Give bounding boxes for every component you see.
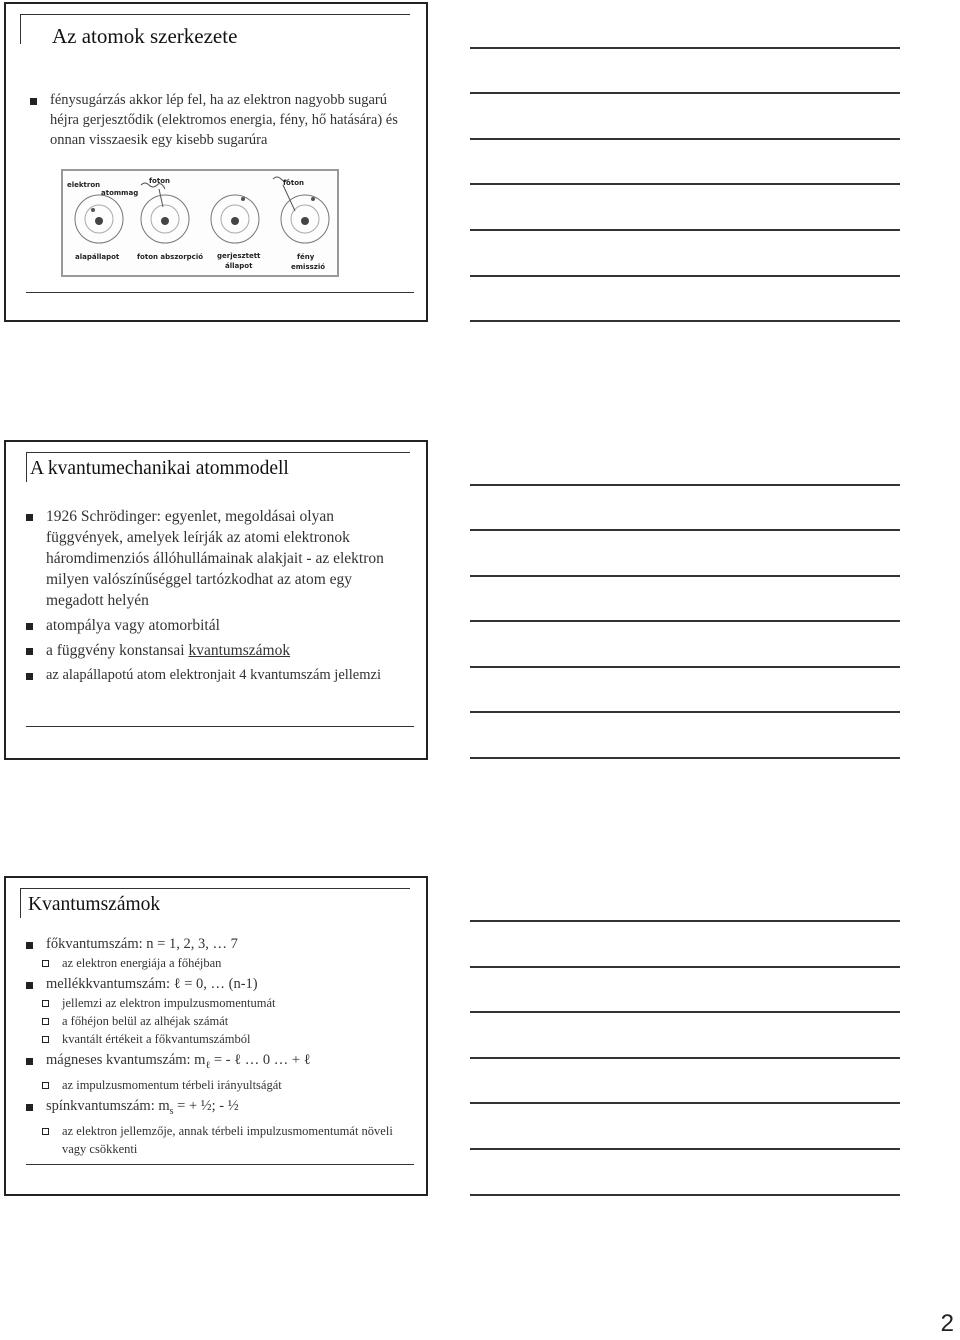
label-gerjesztett: gerjesztett: [217, 252, 261, 260]
note-line: [470, 138, 900, 140]
atom-photon-absorption: [141, 183, 189, 243]
note-line: [470, 92, 900, 94]
slide-2-footer-line: [26, 726, 414, 727]
magneses-prefix: mágneses kvantumszám: m: [46, 1052, 206, 1068]
label-foton-1: foton: [149, 177, 170, 185]
magneses-suffix: = - ℓ … 0 … + ℓ: [210, 1052, 311, 1068]
label-foton-abszorpcio: foton abszorpció: [137, 253, 204, 261]
slide-3-title: Kvantumszámok: [28, 894, 161, 915]
note-line: [470, 1011, 900, 1013]
slide-2-bullets: [24, 506, 412, 685]
bullet-magneses: [24, 1050, 412, 1076]
note-line: [470, 47, 900, 49]
label-feny: fény: [297, 253, 315, 261]
spin-suffix: = + ½; - ½: [173, 1097, 239, 1114]
bullet-fokvantumszam: főkvantumszám: n = 1, 2, 3, … 7: [24, 934, 412, 954]
slide-2-bullet-2: atompálya vagy atomorbitál: [24, 615, 412, 636]
label-allapot: állapot: [225, 262, 253, 270]
title-corner-top: [20, 888, 410, 889]
atom-excited-state: [211, 195, 259, 243]
sub-impulzusmomentum: jellemzi az elektron impulzusmomentumát: [24, 994, 412, 1012]
note-line: [470, 183, 900, 185]
label-emisszio: emisszió: [291, 263, 326, 271]
slide-1-bullet-1: fénysugárzás akkor lép fel, ha az elektron nagyobb sugarú héjra gerjesztődik (elektromos energia, fény, hő hatására) és onnan visszaesik egy kisebb sugarúra: [28, 90, 412, 150]
note-line: [470, 320, 900, 322]
note-line: [470, 1148, 900, 1150]
title-corner-left: [20, 888, 21, 918]
note-line: [470, 229, 900, 231]
bullet-mellekkvantumszam: mellékkvantumszám: ℓ = 0, … (n-1): [24, 974, 412, 994]
note-line: [470, 275, 900, 277]
note-line: [470, 529, 900, 531]
slide-1-bullets: [28, 90, 412, 150]
slide-1: [4, 2, 428, 322]
page-number: 2: [940, 1310, 954, 1337]
atom-diagram-svg: [63, 171, 337, 275]
note-line: [470, 575, 900, 577]
spin-prefix: spínkvantumszám: m: [46, 1097, 170, 1114]
kvantumszamok-link[interactable]: kvantumszámok: [188, 642, 291, 659]
note-line: [470, 757, 900, 759]
slide-3: [4, 876, 428, 1196]
sub-iranyultsag: az impulzusmomentum térbeli irányultságát: [24, 1076, 412, 1094]
note-line: [470, 666, 900, 668]
label-alapallapot: alapállapot: [75, 253, 120, 261]
title-corner-top: [26, 452, 410, 453]
note-line: [470, 620, 900, 622]
bullet-spinkvantumszam: [24, 1096, 412, 1122]
label-foton-2: foton: [283, 179, 304, 187]
slide-2-bullet-1: 1926 Schrödinger: egyenlet, megoldásai olyan függvények, amelyek leírják az atomi elektronok háromdimenziós állóhullámainak alakjait - az elektron milyen valószínűséggel tartózkodhat az atom egy megadott helyén: [24, 506, 412, 611]
slide-2-bullet-4: az alapállapotú atom elektronjait 4 kvantumszám jellemzi: [24, 665, 412, 685]
slide-1-title: Az atomok szerkezete: [52, 24, 238, 48]
note-line: [470, 966, 900, 968]
note-line: [470, 1102, 900, 1104]
note-line: [470, 1057, 900, 1059]
note-line: [470, 711, 900, 713]
slide-1-footer-line: [26, 292, 414, 293]
title-corner-left: [26, 452, 27, 482]
slide-3-footer-line: [26, 1164, 414, 1165]
sub-energia: az elektron energiája a főhéjban: [24, 954, 412, 972]
magneses-subscript: ℓ: [205, 1059, 211, 1071]
slide-2-bullet-3: [24, 640, 412, 661]
atom-ground-state: [75, 195, 123, 243]
slide-2-title: A kvantumechanikai atommodell: [30, 458, 289, 479]
note-line: [470, 1194, 900, 1196]
note-line: [470, 920, 900, 922]
sub-kvantalt: kvantált értékeit a főkvantumszámból: [24, 1030, 412, 1048]
sub-alhejak: a főhéjon belül az alhéjak számát: [24, 1012, 412, 1030]
slide-3-bullets: [24, 934, 412, 1158]
sub-spin-jellemzo: az elektron jellemzője, annak térbeli impulzusmomentumát növeli vagy csökkenti: [24, 1122, 412, 1158]
title-corner-left: [20, 14, 21, 44]
title-corner-top: [20, 14, 410, 15]
label-elektron: elektron: [67, 181, 101, 189]
spin-subscript: s: [169, 1105, 174, 1117]
bullet-3-prefix: a függvény konstansai: [46, 642, 189, 659]
atom-excitation-figure: [61, 169, 339, 277]
slide-2: [4, 440, 428, 760]
label-atommag: atommag: [101, 189, 139, 197]
note-line: [470, 484, 900, 486]
